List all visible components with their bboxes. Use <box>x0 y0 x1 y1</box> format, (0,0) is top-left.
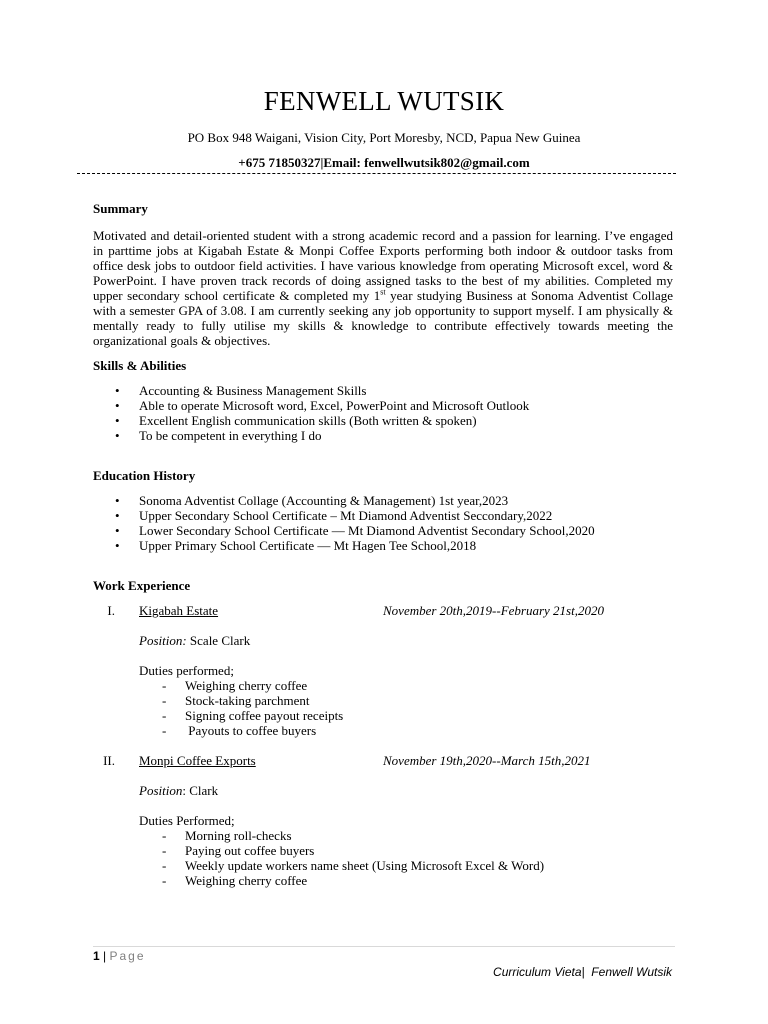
resume-body <box>93 201 673 888</box>
applicant-name: FENWELL WUTSIK <box>263 86 505 116</box>
job-numeral: I. <box>107 603 115 618</box>
list-item: • Lower Secondary School Certificate — Mt Diamond Adventist Secondary School,2020 <box>93 523 673 538</box>
page-number-value: 1 <box>93 949 100 963</box>
skills-heading: Skills & Abilities <box>93 358 187 373</box>
page-number-separator: | <box>99 949 110 963</box>
education-section <box>93 468 673 553</box>
list-item: - Morning roll-checks <box>93 828 673 843</box>
list-item: • Upper Primary School Certificate — Mt Hagen Tee School,2018 <box>93 538 673 553</box>
job-header <box>93 753 673 768</box>
skills-section <box>93 358 673 443</box>
position-label: Position <box>139 783 183 798</box>
list-item: - Payouts to coffee buyers <box>93 723 673 738</box>
job-dates: November 19th,2020--March 15th,2021 <box>383 753 591 768</box>
job-position <box>139 783 673 798</box>
summary-section <box>93 201 673 348</box>
job-dates: November 20th,2019--February 21st,2020 <box>383 603 604 618</box>
footer-divider <box>93 946 675 947</box>
list-item: • Able to operate Microsoft word, Excel, PowerPoint and Microsoft Outlook <box>93 398 673 413</box>
list-item: • To be competent in everything I do <box>93 428 673 443</box>
list-item: - Stock-taking parchment <box>93 693 673 708</box>
position-value: : Clark <box>182 783 219 798</box>
page-number <box>93 949 146 963</box>
summary-heading: Summary <box>93 201 148 216</box>
skills-list <box>93 383 673 443</box>
list-item: - Paying out coffee buyers <box>93 843 673 858</box>
list-item: - Weekly update workers name sheet (Using Microsoft Excel & Word) <box>93 858 673 873</box>
address-line: PO Box 948 Waigani, Vision City, Port Moresby, NCD, Papua New Guinea <box>187 130 581 145</box>
contact-line: +675 71850327|Email: fenwellwutsik802@gmail.com <box>238 155 530 170</box>
job-entry <box>93 753 673 888</box>
job-company: Monpi Coffee Exports <box>139 753 256 768</box>
list-item: - Weighing cherry coffee <box>93 678 673 693</box>
list-item: • Upper Secondary School Certificate – Mt Diamond Adventist Seccondary,2022 <box>93 508 673 523</box>
list-item: - Weighing cherry coffee <box>93 873 673 888</box>
job-position <box>139 633 673 648</box>
duties-list <box>93 828 673 888</box>
job-entry <box>93 603 673 738</box>
job-company: Kigabah Estate <box>139 603 219 618</box>
list-item: - Signing coffee payout receipts <box>93 708 673 723</box>
header-divider <box>77 173 676 174</box>
position-value: Scale Clark <box>186 633 251 648</box>
duties-list <box>93 678 673 738</box>
job-header <box>93 603 673 618</box>
work-heading: Work Experience <box>93 578 191 593</box>
job-duties <box>139 813 673 828</box>
position-label: Position: <box>139 633 187 648</box>
education-heading: Education History <box>93 468 196 483</box>
job-numeral: II. <box>103 753 115 768</box>
list-item: • Accounting & Business Management Skills <box>93 383 673 398</box>
summary-superscript: st <box>380 287 386 297</box>
work-section <box>93 578 673 888</box>
list-item: • Sonoma Adventist Collage (Accounting & Management) 1st year,2023 <box>93 493 673 508</box>
job-duties <box>139 663 673 678</box>
education-list <box>93 493 673 553</box>
footer-title: Curriculum Vieta| Fenwell Wutsik <box>493 965 672 979</box>
summary-text-part1: Motivated and detail-oriented student with a strong academic record and a passion for learning. I’ve engaged in parttime jobs at Kigabah Estate & Monpi Coffee Exports performing both indoor & outdoor tasks from office desk jobs to outdoor field activities. I have various knowledge from operating Microsoft excel, word & PowerPoint. I have proven track records of doing assigned tasks to the best of my abilities. Completed my upper secondary school certificate & completed my 1 <box>93 228 673 303</box>
duties-label: Duties performed; <box>139 663 234 678</box>
summary-text-part2: year studying Business at Sonoma Adventist Collage with a semester GPA of 3.08. I am currently seeking any job opportunity to support myself. I am physically & mentally ready to fully utilise my skills & knowledge to contribute effectively towards meeting the organizational goals & objectives. <box>93 288 673 348</box>
summary-text <box>93 228 673 348</box>
duties-label: Duties Performed; <box>139 813 235 828</box>
list-item: • Excellent English communication skills (Both written & spoken) <box>93 413 673 428</box>
page-label: Page <box>109 949 146 963</box>
